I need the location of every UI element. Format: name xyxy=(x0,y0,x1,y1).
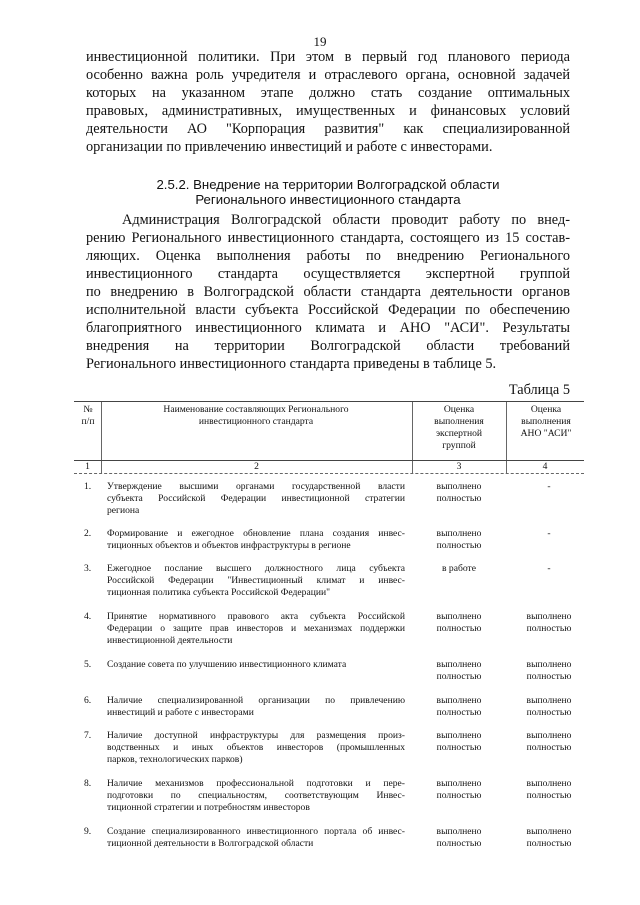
row-number: 4. xyxy=(84,611,92,622)
text-line: организации по привлечению инвестиций и работе с инвесторами. xyxy=(86,139,493,155)
asi-rating: выполнено полностью xyxy=(526,730,572,753)
text-line: исполнительной власти субъекта Российской Федерации по обеспечению xyxy=(86,302,570,318)
table-row xyxy=(74,695,584,730)
heading-line: Регионального инвестиционного стандарта xyxy=(195,192,461,207)
table-row xyxy=(74,778,584,826)
text-line: благоприятного инвестиционного климата и АНО "АСИ". Результаты xyxy=(86,320,570,336)
expert-rating: выполнено полностью xyxy=(436,778,482,801)
standards-table xyxy=(74,401,584,856)
text-line: которых на указанном этапе должно стать создание оптимальных xyxy=(86,85,570,101)
row-number: 3. xyxy=(84,563,92,574)
text-line: деятельности АО "Корпорация развития" как специализированной xyxy=(86,121,570,137)
text-line: Администрация Волгоградской области проводит работу по внед- xyxy=(122,212,570,228)
asi-rating: выполнено полностью xyxy=(526,611,572,634)
header-num: № п/п xyxy=(81,404,95,427)
expert-rating: выполнено полностью xyxy=(436,659,482,682)
row-name: Ежегодное послание высшего должностного лица субъекта Российской Федерации "Инвестиционный климат и инвес- тиционная политика субъекта Российской Федерации" xyxy=(107,563,405,598)
column-number-row xyxy=(74,461,584,474)
expert-rating: выполнено полностью xyxy=(436,826,482,849)
row-name: Наличие доступной инфраструктуры для размещения произ- водственных и иных объектов инвесторов (промышленных парков, технологических парков) xyxy=(107,730,405,765)
text-line: внедрения на территории Волгоградской области требований xyxy=(86,338,570,354)
table-row xyxy=(74,481,584,528)
intro-paragraph xyxy=(86,48,570,156)
asi-rating: выполнено полностью xyxy=(526,659,572,682)
row-name: Утверждение высшими органами государственной власти субъекта Российской Федерации инвестиционной стратегии региона xyxy=(107,481,405,516)
expert-rating: выполнено полностью xyxy=(436,611,482,634)
page-number: 19 xyxy=(313,34,327,49)
table-row xyxy=(74,563,584,611)
expert-rating: выполнено полностью xyxy=(436,730,482,753)
column-divider xyxy=(412,402,413,460)
text-line: Регионального инвестиционного стандарта приведены в таблице 5. xyxy=(86,356,497,372)
header-asi: Оценка выполнения АНО "АСИ" xyxy=(520,404,572,439)
table-row xyxy=(74,730,584,778)
asi-rating: выполнено полностью xyxy=(526,695,572,718)
column-number: 3 xyxy=(456,461,462,472)
asi-rating: - xyxy=(547,563,551,574)
row-name: Создание специализированного инвестиционного портала об инвес- тиционной деятельности в Волгоградской области xyxy=(107,826,405,849)
asi-rating: выполнено полностью xyxy=(526,826,572,849)
table-row xyxy=(74,528,584,563)
asi-rating: выполнено полностью xyxy=(526,778,572,801)
text-line: инвестиционного стандарта осуществляется экспертной группой xyxy=(86,266,570,282)
column-number: 4 xyxy=(542,461,548,472)
row-number: 9. xyxy=(84,826,92,837)
row-name: Наличие специализированной организации по привлечению инвестиций и работе с инвесторами xyxy=(107,695,405,718)
row-number: 2. xyxy=(84,528,92,539)
text-line: ляющих. Оценка выполнения работы по внедрению Регионального xyxy=(86,248,570,264)
asi-rating: - xyxy=(547,481,551,492)
text-line: рению Регионального инвестиционного стандарта, состоящего из 15 состав- xyxy=(86,230,570,246)
row-number: 5. xyxy=(84,659,92,670)
row-name: Принятие нормативного правового акта субъекта Российской Федерации о защите прав инвесторов и механизмах поддержки инвестиционной деятельности xyxy=(107,611,405,646)
expert-rating: выполнено полностью xyxy=(436,528,482,551)
row-number: 7. xyxy=(84,730,92,741)
body-paragraph xyxy=(86,211,570,373)
column-number: 2 xyxy=(254,461,259,472)
asi-rating: - xyxy=(547,528,551,539)
expert-rating: выполнено полностью xyxy=(436,695,482,718)
expert-rating: в работе xyxy=(442,563,476,574)
row-number: 8. xyxy=(84,778,92,789)
header-name: Наименование составляющих Регионального инвестиционного стандарта xyxy=(163,404,349,427)
text-line: особенно важна роль учредителя и отраслевого органа, основной задачей xyxy=(86,67,570,83)
text-line: инвестиционной политики. При этом в первый год планового периода xyxy=(86,49,570,65)
row-number: 6. xyxy=(84,695,92,706)
section-heading xyxy=(86,177,570,207)
text-line: по внедрению в Волгоградской области стандарта деятельности органов xyxy=(86,284,570,300)
heading-line: 2.5.2. Внедрение на территории Волгоградской области xyxy=(156,177,500,192)
column-divider xyxy=(101,402,102,460)
table-row xyxy=(74,826,584,856)
header-expert: Оценка выполнения экспертной группой xyxy=(434,404,484,451)
table-label: Таблица 5 xyxy=(508,382,570,398)
row-name: Наличие механизмов профессиональной подготовки и пере- подготовки по специальностям, соответствующим Инвес- тиционной стратегии и потребностям инвесторов xyxy=(107,778,405,813)
table-row xyxy=(74,611,584,659)
expert-rating: выполнено полностью xyxy=(436,481,482,504)
row-name: Формирование и ежегодное обновление плана создания инвес- тиционных объектов и объектов инфраструктуры в регионе xyxy=(107,528,405,551)
row-name: Создание совета по улучшению инвестиционного климата xyxy=(107,659,347,670)
column-number: 1 xyxy=(85,461,90,472)
row-number: 1. xyxy=(84,481,92,492)
text-line: правовых, административных, имущественных и финансовых условий xyxy=(86,103,570,119)
table-header xyxy=(74,401,584,461)
column-divider xyxy=(506,402,507,460)
table-row xyxy=(74,659,584,695)
